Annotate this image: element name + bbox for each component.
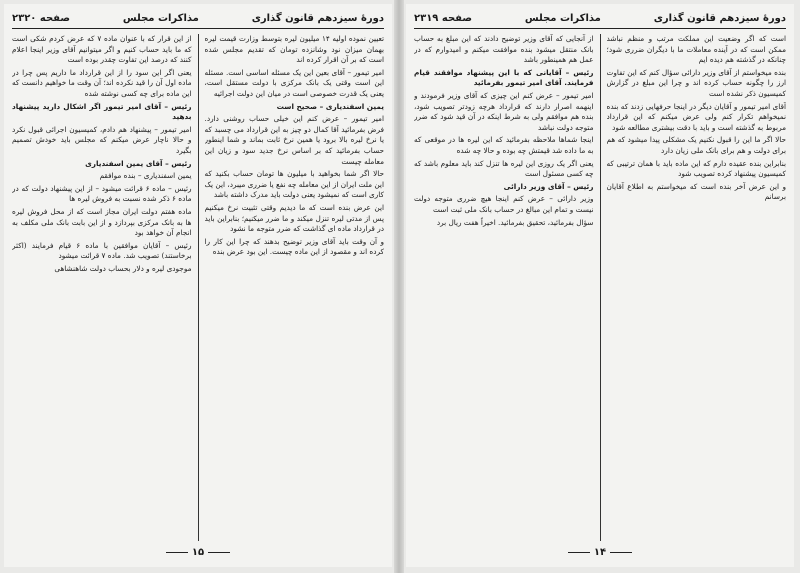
right-header-rule xyxy=(414,28,786,29)
right-page-column-right xyxy=(607,34,787,541)
paragraph: بنابراین بنده عقیده دارم که این ماده باید با همان ترتیبی که کمیسیون پیشنهاد کرده تصویب شود xyxy=(606,158,786,179)
paragraph: از این قرار که با عنوان ماده ۷ که عرض کردم شکی است که ما باید حساب کنیم و اگر میتوانیم آقای وزیر اینجا اعلام کنند که درصد این تفاوت چقدر بوده است xyxy=(12,34,192,65)
paragraph: ماده هفتم دولت ایران مجاز است که از محل فروش لیره ها به بانک مرکزی بپردازد و از این بابت بانک ملی مکلف به انجام آن خواهد بود xyxy=(12,206,192,238)
paragraph: بنده میخواستم از آقای وزیر دارائی سؤال کنم که این تفاوت ارز را چگونه حساب کرده اند و چرا این مبلغ در گزارش کمیسیون ذکر نشده است xyxy=(606,67,786,98)
paragraph: است که اگر وضعیت این مملکت مرتب و منظم نباشد ممکن است که در آینده معاملات ما با دیگران ضرری شود؛ چنانکه در گذشته هم دیده ایم xyxy=(606,34,786,65)
paragraph: موجودی لیره و دلار بحساب دولت شاهنشاهی xyxy=(54,263,192,273)
paragraph: حالا اگر شما بخواهید با میلیون ها تومان حساب بکنید که این ملت ایران از این معامله چه نفع یا ضرری میبرد، این یک کاری است که نمیشود یعنی دولت باید مدرک داشته باشد xyxy=(204,169,384,200)
paragraph: از آنجایی که آقای وزیر توضیح دادند که این مبلغ به حساب بانک منتقل میشود بنده موافقت میکنم و امیدوارم که در عمل هم همینطور باشد xyxy=(414,34,594,65)
paragraph: وزیر دارائی – عرض کنم اینجا هیچ ضرری متوجه دولت نیست و تمام این مبالغ در حساب بانک ملی ثبت است xyxy=(414,194,594,214)
paragraph: اینجا شماها ملاحظه بفرمائید که این لیره ها در موقعی که به ما داده شد قیمتش چه بوده و حالا چه شده xyxy=(414,135,594,155)
paragraph: تعیین نموده اولیه ۱۴ میلیون لیره بتوسط وزارت قیمت لیره بهمان میزان نود وشانزده تومان که تقدیم مجلس شده است که بر آن اقرار کرده اند xyxy=(204,34,384,65)
right-page-column-left xyxy=(414,34,594,541)
column-divider xyxy=(198,34,199,541)
paragraph: سؤال بفرمائید، تحقیق بفرمائید. اخیراً هفت ریال برد xyxy=(436,217,594,227)
paragraph: امیر تیمور – پیشنهاد هم دادم، کمیسیون اجرائی قبول نکرد و حالا ناچار عرض میکنم که مجلس باید خودش تصمیم بگیرد xyxy=(12,124,192,155)
right-page xyxy=(406,4,794,567)
paragraph: یمین اسفندیاری – صحیح است xyxy=(276,101,384,111)
book-gutter xyxy=(394,0,404,573)
left-page-number: ۱۵ xyxy=(191,547,205,558)
paragraph: این عرض بنده است که ما دیدیم وقتی تثبیت نرخ میکنیم پس از مدتی لیره تنزل میکند و ما ضرر میکنیم؛ بنابراین باید در قرارداد ماده ای گذاشت که ضرر متوجه ما نشود xyxy=(204,202,384,234)
right-page-label: صفحه ۲۳۱۹ xyxy=(414,12,473,24)
paragraph: رئیس – آقای امیر تیمور اگر اشکال دارید پیشنهاد بدهید xyxy=(12,101,192,122)
paragraph: رئیس – آقایان موافقین با ماده ۶ قیام فرمایند (اکثر برخاستند) تصویب شد. ماده ۷ قرائت میشود xyxy=(12,240,192,261)
paragraph: رئیس – آقای وزیر دارائی xyxy=(503,181,594,191)
paragraph: آقای امیر تیمور و آقایان دیگر در اینجا حرفهایی زدند که بنده نمیخواهم تکرار کنم ولی عرض میکنم که این قرارداد مربوط به گذشته است و باید با دقت بیشتری مطالعه شود xyxy=(606,101,786,132)
column-divider xyxy=(600,34,601,541)
left-page-columns xyxy=(12,34,384,541)
paragraph: یعنی اگر یک روزی این لیره ها تنزل کند باید معلوم باشد که چه کسی مسئول است xyxy=(414,158,594,179)
right-page-columns xyxy=(414,34,786,541)
right-page-title: مذاکرات مجلس xyxy=(524,12,601,24)
paragraph: یمین اسفندیاری – بنده موافقم xyxy=(99,171,192,181)
left-page-footer xyxy=(4,547,392,561)
paragraph: رئیس – آقای یمین اسفندیاری xyxy=(85,158,192,168)
left-page-column-right xyxy=(205,34,385,541)
left-page xyxy=(4,4,392,567)
left-page-column-left xyxy=(12,34,192,541)
right-page-number: ۱۴ xyxy=(593,547,607,558)
paragraph: امیر تیمور – عرض کنم این چیزی که آقای وزیر فرمودند و اینهمه اصرار دارند که قرارداد هرچه زودتر تصویب شود، بنده هم موافقم ولی به شرط اینکه در آن قید شود که ضرر متوجه دولت نباشد xyxy=(414,90,594,132)
paragraph: و این عرض آخر بنده است که میخواستم به اطلاع آقایان برسانم xyxy=(606,181,786,202)
paragraph: امیر تیمور – آقای بعین این یک مسئله اساسی است. مسئله این است وقتی یک بانک مرکزی با دولت مستقل است، یعنی یک قدرت خصوصی است در میان این دولت اجرائیه xyxy=(204,67,384,98)
paragraph: حالا اگر ما این را قبول نکنیم یک مشکلی پیدا میشود که هم برای دولت و هم برای بانک ملی زیان دارد xyxy=(606,135,786,155)
right-page-header xyxy=(414,10,786,26)
right-page-footer xyxy=(406,547,794,561)
paragraph: رئیس – آقایانی که با این پیشنهاد موافقند قیام فرمایند. آقای امیر تیمور بفرمائید xyxy=(414,67,594,88)
left-page-title: مذاکرات مجلس xyxy=(122,12,199,24)
right-page-session: دورۀ سیزدهم قانون گذاری xyxy=(653,12,786,24)
paragraph: یعنی اگر این سود را از این قرارداد ما داریم پس چرا در ماده اول آن را قید نکرده اند؛ آن وقت ما خواهیم دانست که این ماده برای چه کسی نوشته شده xyxy=(12,67,192,98)
paragraph: و آن وقت باید آقای وزیر توضیح بدهند که چرا این کار را کرده اند و مقصود از این ماده چیست. این بود عرض بنده xyxy=(204,236,384,257)
left-page-label: صفحه ۲۳۲۰ xyxy=(12,12,71,24)
left-header-rule xyxy=(12,28,384,29)
left-page-header xyxy=(12,10,384,26)
paragraph: رئیس – ماده ۶ قرائت میشود – از این پیشنهاد دولت که در ماده ۶ ذکر شده نسبت به فروش لیره ها xyxy=(12,183,192,204)
left-page-session: دورۀ سیزدهم قانون گذاری xyxy=(251,12,384,24)
paragraph: امیر تیمور – عرض کنم این خیلی حساب روشنی دارد. فرض بفرمائید آقا کمال دو چیز به این قرارداد می چسبد که یا نرخ لیره بالا برود یا همین نرخ ثابت بماند و شما اینطور حساب بفرمائید که بر اساس نرخ جدید سود و زیان این معامله چیست xyxy=(204,114,384,166)
